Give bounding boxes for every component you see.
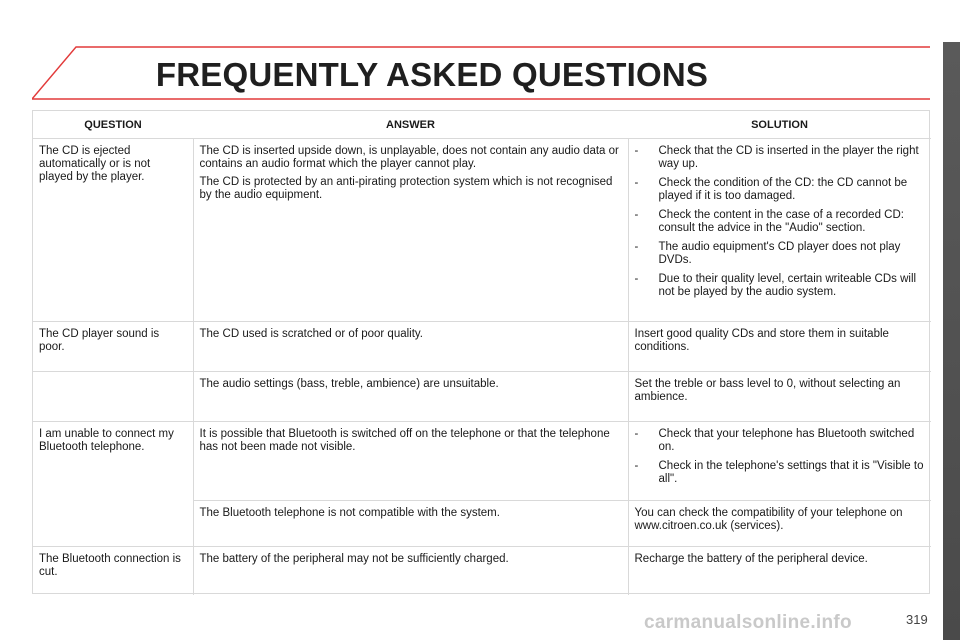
solution-list <box>635 145 926 299</box>
answer-text: The battery of the peripheral may not be sufficiently charged. <box>199 553 509 565</box>
answer-cell <box>193 547 628 595</box>
answer-text: The CD used is scratched or of poor quality. <box>199 328 424 340</box>
solution-item: - Check the condition of the CD: the CD cannot be played if it is too damaged. <box>635 177 926 203</box>
watermark: carmanualsonline.info <box>644 612 852 633</box>
answer-text: It is possible that Bluetooth is switched off on the telephone or that the telephone has not been made not visible. <box>199 428 610 453</box>
solution-cell <box>628 322 931 372</box>
solution-cell <box>628 547 931 595</box>
table-header-row <box>33 111 931 139</box>
side-thumb-bar <box>943 42 960 640</box>
table-row <box>33 422 931 501</box>
header-solution: SOLUTION <box>628 111 931 139</box>
question-cell <box>33 322 193 372</box>
solution-cell <box>628 422 931 501</box>
question-cell <box>33 547 193 595</box>
solution-list <box>635 428 926 486</box>
table-row <box>33 322 931 372</box>
solution-text: Insert good quality CDs and store them in suitable conditions. <box>634 328 889 353</box>
answer-text: The audio settings (bass, treble, ambience) are unsuitable. <box>199 378 499 390</box>
header-question: QUESTION <box>33 111 193 139</box>
page-number: 319 <box>906 612 928 627</box>
question-cell <box>33 139 193 322</box>
solution-text: Recharge the battery of the peripheral device. <box>634 553 868 565</box>
question-cell-empty <box>33 501 193 547</box>
solution-item: - Due to their quality level, certain writeable CDs will not be played by the audio system. <box>635 273 926 299</box>
solution-item: - Check the content in the case of a recorded CD: consult the advice in the "Audio" section. <box>635 209 926 235</box>
question-text: I am unable to connect my Bluetooth telephone. <box>39 428 174 453</box>
solution-cell <box>628 501 931 547</box>
answer-text: The CD is inserted upside down, is unplayable, does not contain any audio data or contains an audio format which the player cannot play. <box>199 145 619 170</box>
solution-text: You can check the compatibility of your telephone on www.citroen.co.uk (services). <box>634 507 903 532</box>
title-tab <box>32 46 930 100</box>
faq-table <box>32 110 930 594</box>
table-row <box>33 547 931 595</box>
question-cell-empty <box>33 372 193 422</box>
answer-text: The Bluetooth telephone is not compatible with the system. <box>199 507 500 519</box>
page-title: FREQUENTLY ASKED QUESTIONS <box>155 56 709 93</box>
table-row <box>33 372 931 422</box>
question-cell <box>33 422 193 501</box>
question-text: The CD is ejected automatically or is not played by the player. <box>39 145 151 183</box>
solution-item: - Check in the telephone's settings that it is "Visible to all". <box>635 460 926 486</box>
solution-item: - Check that your telephone has Bluetooth switched on. <box>635 428 926 454</box>
solution-cell <box>628 139 931 322</box>
header-answer: ANSWER <box>193 111 628 139</box>
answer-cell <box>193 139 628 322</box>
table-row <box>33 501 931 547</box>
answer-cell <box>193 322 628 372</box>
question-text: The CD player sound is poor. <box>39 328 160 353</box>
question-text: The Bluetooth connection is cut. <box>39 553 181 578</box>
solution-item: - The audio equipment's CD player does not play DVDs. <box>635 241 926 267</box>
answer-cell <box>193 372 628 422</box>
table-row <box>33 139 931 322</box>
answer-cell <box>193 422 628 501</box>
solution-text: Set the treble or bass level to 0, without selecting an ambience. <box>634 378 901 403</box>
answer-cell <box>193 501 628 547</box>
answer-text: The CD is protected by an anti-pirating protection system which is not recognised by the audio equipment. <box>199 176 613 201</box>
solution-cell <box>628 372 931 422</box>
solution-item: - Check that the CD is inserted in the player the right way up. <box>635 145 926 171</box>
